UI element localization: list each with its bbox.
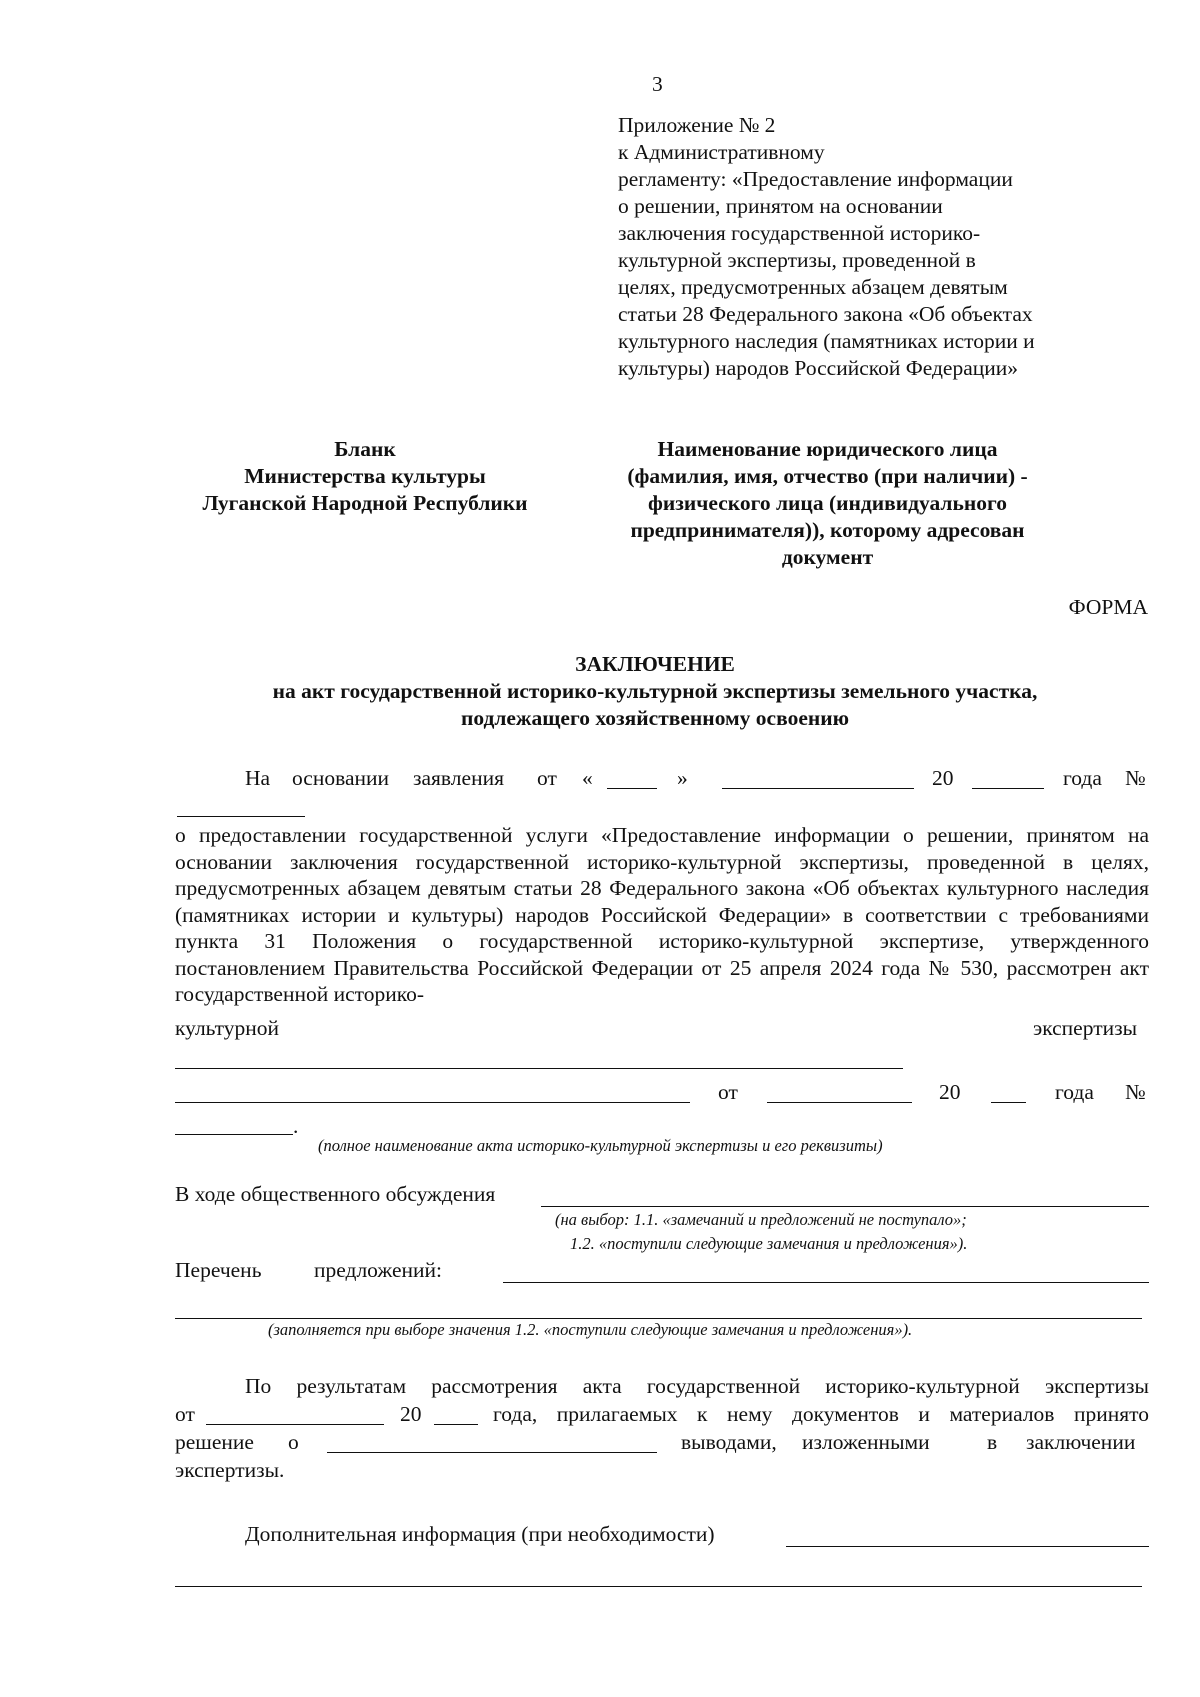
appendix-line: заключения государственной историко-: [618, 221, 981, 245]
word: изложенными: [802, 1430, 930, 1454]
hint-discussion: (на выбор: 1.1. «замечаний и предложений не поступало»;: [555, 1210, 967, 1229]
quote-close: »: [677, 766, 688, 790]
blank-month[interactable]: [722, 788, 914, 789]
letterhead-right-line: предпринимателя)), которому адресован: [630, 518, 1025, 542]
year-prefix: 20: [939, 1080, 961, 1104]
appendix-line: культурного наследия (памятниках истории и: [618, 329, 1035, 353]
letterhead-right-line: (фамилия, имя, отчество (при наличии) -: [627, 464, 1028, 488]
appendix-line: о решении, принятом на основании: [618, 194, 943, 218]
letterhead-ministry: [160, 436, 570, 517]
word: основании: [292, 766, 390, 790]
word: На: [245, 766, 271, 790]
letterhead-left-line: Бланк: [334, 437, 396, 461]
appendix-line: целях, предусмотренных абзацем девятым: [618, 275, 1008, 299]
word: года: [1063, 766, 1102, 790]
letterhead-left-line: Луганской Народной Республики: [202, 491, 528, 515]
page-number: 3: [652, 72, 663, 96]
letterhead-left-line: Министерства культуры: [244, 464, 486, 488]
word: заявления: [413, 766, 504, 790]
appendix-line: к Административному: [618, 140, 825, 164]
quote-open: «: [582, 766, 593, 790]
hint-act: (полное наименование акта историко-культурной экспертизы и его реквизиты): [318, 1136, 883, 1155]
blank-decision[interactable]: [327, 1452, 657, 1453]
hint-proposals: (заполняется при выборе значения 1.2. «поступили следующие замечания и предложения»).: [268, 1320, 913, 1339]
results-line: года, прилагаемых к нему документов и материалов принято: [493, 1402, 1149, 1426]
word: культурной: [175, 1016, 280, 1040]
word: от: [718, 1080, 738, 1104]
blank-year[interactable]: [972, 788, 1044, 789]
blank-day[interactable]: [607, 788, 657, 789]
form-label: ФОРМА: [1068, 595, 1148, 619]
blank-proposals-2[interactable]: [175, 1318, 1142, 1319]
word: в: [987, 1430, 998, 1454]
word: экспертизы: [1033, 1016, 1138, 1040]
word: года: [1055, 1080, 1094, 1104]
word: о: [288, 1430, 299, 1454]
paragraph-request: о предоставлении государственной услуги «Предоставление информации о решении, принятом на основании заключения государственной историко-культурной экспертизы, проведенной в целях, предусмотренных абзацем девятым статьи 28 Федерального закона «Об объектах культурного наследия (памятниках истории и культуры) народов Российской Федерации» в соответствии с требованиями пункта 31 Положения о государственной историко-культурной экспертизе, утвержденного постановлением Правительства Российской Федерации от 25 апреля 2024 года № 530, рассмотрен акт государственной историко-: [175, 823, 1149, 1006]
blank-act-date[interactable]: [767, 1102, 912, 1103]
blank-application-number[interactable]: [177, 816, 305, 817]
hint-discussion: 1.2. «поступили следующие замечания и предложения»).: [570, 1234, 968, 1253]
appendix-line: культуры) народов Российской Федерации»: [618, 356, 1019, 380]
blank-results-date[interactable]: [206, 1424, 384, 1425]
word: Перечень: [175, 1258, 262, 1282]
letterhead-right-line: физического лица (индивидуального: [648, 491, 1007, 515]
word: выводами,: [681, 1430, 777, 1454]
word: №: [1125, 766, 1146, 790]
blank-proposals[interactable]: [503, 1282, 1149, 1283]
results-line: экспертизы.: [175, 1458, 285, 1482]
word: №: [1125, 1080, 1146, 1104]
blank-results-year[interactable]: [434, 1424, 478, 1425]
results-line: По результатам рассмотрения акта государственной историко-культурной экспертизы: [245, 1374, 1149, 1398]
letterhead-addressee: [585, 436, 1070, 571]
title-sub: подлежащего хозяйственному освоению: [460, 706, 850, 730]
appendix-line: статьи 28 Федерального закона «Об объектах: [618, 302, 1033, 326]
year-prefix: 20: [400, 1402, 422, 1426]
title-main: ЗАКЛЮЧЕНИЕ: [575, 652, 735, 676]
appendix-block: [618, 112, 1118, 382]
blank-act-name[interactable]: [175, 1068, 903, 1069]
letterhead-right-line: документ: [781, 545, 874, 569]
word: от: [537, 766, 557, 790]
period: .: [293, 1114, 299, 1138]
letterhead-right-line: Наименование юридического лица: [657, 437, 998, 461]
year-prefix: 20: [932, 766, 954, 790]
word: от: [175, 1402, 195, 1426]
word: заключении: [1026, 1430, 1136, 1454]
word: решение: [175, 1430, 254, 1454]
appendix-line: регламенту: «Предоставление информации: [618, 167, 1013, 191]
additional-label: Дополнительная информация (при необходимости): [245, 1522, 715, 1546]
blank-act-name-2[interactable]: [175, 1102, 690, 1103]
appendix-line: культурной экспертизы, проведенной в: [618, 248, 976, 272]
document-title: [160, 651, 1150, 732]
appendix-line: Приложение № 2: [618, 113, 776, 137]
blank-act-number[interactable]: [175, 1134, 293, 1135]
blank-act-year[interactable]: [991, 1102, 1026, 1103]
title-sub: на акт государственной историко-культурной экспертизы земельного участка,: [272, 679, 1038, 703]
word: предложений:: [314, 1258, 443, 1282]
blank-discussion[interactable]: [541, 1206, 1149, 1207]
discussion-label: В ходе общественного обсуждения: [175, 1182, 496, 1206]
blank-additional-2[interactable]: [175, 1586, 1142, 1587]
blank-additional[interactable]: [786, 1546, 1149, 1547]
